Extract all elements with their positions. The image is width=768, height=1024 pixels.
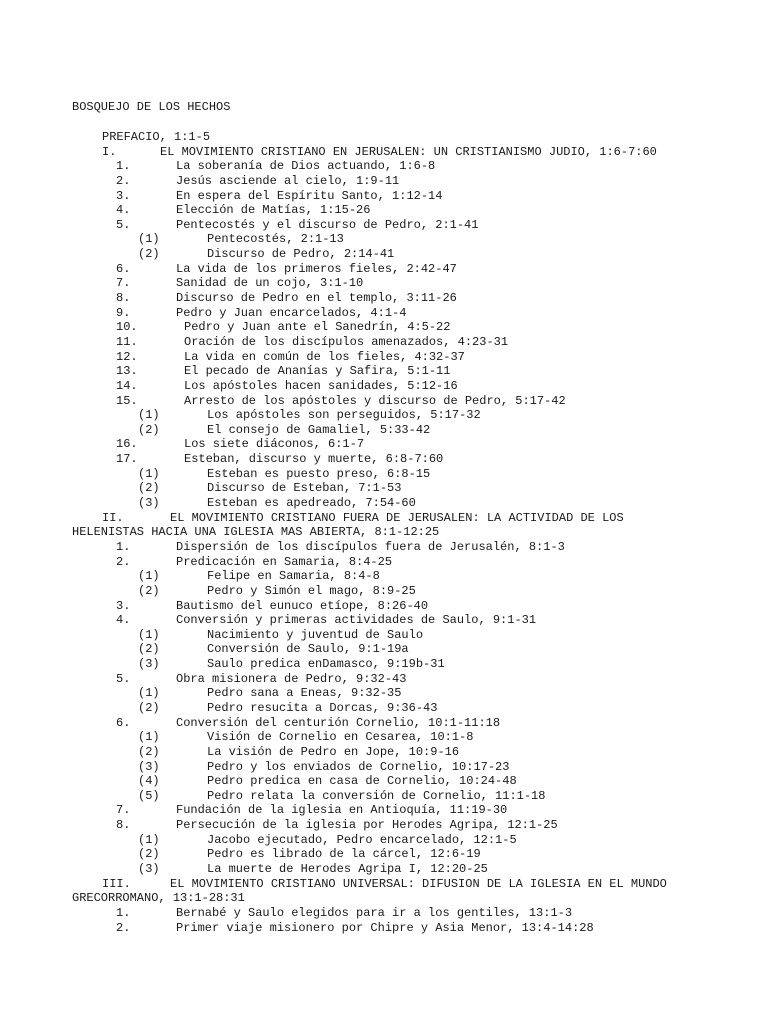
outline-line [0,159,768,174]
outline-line [0,320,768,335]
outline-line [0,408,768,423]
outline-number: (3) [138,759,160,774]
outline-line [0,789,768,804]
outline-line [0,232,768,247]
outline-line [0,540,768,555]
outline-text: Jesús asciende al cielo, 1:9-11 [176,173,400,188]
outline-text: Pedro y Juan ante el Sanedrín, 4:5-22 [184,320,451,335]
outline-number: 2. [116,554,131,569]
outline-number: (1) [138,232,160,247]
outline-text: Elección de Matías, 1:15-26 [176,203,371,218]
outline-line [0,350,768,365]
outline-text: EL MOVIMIENTO CRISTIANO FUERA DE JERUSALEN: LA ACTIVIDAD DE LOS HELENISTAS HACIA UNA IGLESIA MAS ABIERTA, 8:1-12:25 [72,510,624,540]
outline-text: Primer viaje misionero por Chipre y Asia Menor, 13:4-14:28 [176,920,594,935]
outline-number: 7. [116,803,131,818]
outline-number: (1) [138,466,160,481]
outline-text: Jacobo ejecutado, Pedro encarcelado, 12:1-5 [207,832,517,847]
outline-line [0,379,768,394]
outline-line [0,701,768,716]
outline-number: 1. [116,905,131,920]
outline-text: Los apóstoles hacen sanidades, 5:12-16 [184,378,458,393]
outline-number: (1) [138,686,160,701]
outline-line [0,437,768,452]
outline-line [0,642,768,657]
outline-line [0,847,768,862]
outline-line [0,833,768,848]
outline-number: 5. [116,671,131,686]
outline-number: (1) [138,832,160,847]
outline-number: 17. [116,452,138,467]
outline-text: EL MOVIMIENTO CRISTIANO EN JERUSALEN: UN CRISTIANISMO JUDIO, 1:6-7:60 [160,144,657,159]
outline-text: Esteban, discurso y muerte, 6:8-7:60 [184,452,444,467]
outline-text: Conversión y primeras actividades de Saulo, 9:1-31 [176,613,537,628]
outline-line [0,145,768,160]
outline-text: Felipe en Samaria, 8:4-8 [207,569,380,584]
outline-text: La vida en común de los fieles, 4:32-37 [184,349,465,364]
outline-line [0,803,768,818]
outline-line [0,276,768,291]
outline-text: Pedro y Juan encarcelados, 4:1-4 [176,305,407,320]
outline-number: (3) [138,496,160,511]
outline-line [0,686,768,701]
outline-line [0,481,768,496]
outline-line [0,906,768,921]
outline-number: 6. [116,261,131,276]
outline-line [0,189,768,204]
outline-number: 14. [116,378,138,393]
outline-text: Bernabé y Saulo elegidos para ir a los gentiles, 13:1-3 [176,905,573,920]
outline-number: (5) [138,788,160,803]
outline-text: Obra misionera de Pedro, 9:32-43 [176,671,407,686]
outline-number: 7. [116,276,131,291]
outline-line [0,628,768,643]
outline-line [0,599,768,614]
outline-line [0,423,768,438]
outline-number: (3) [138,657,160,672]
outline-line [0,584,768,599]
outline-number: (4) [138,774,160,789]
outline-text: Pentecostés y el discurso de Pedro, 2:1-41 [176,217,479,232]
outline-number: 11. [116,334,138,349]
outline-number: (2) [138,847,160,862]
outline-number: (2) [138,583,160,598]
outline-number: (2) [138,701,160,715]
outline-number: 13. [116,364,138,379]
outline-number: (1) [138,627,160,642]
outline-number: 4. [116,203,131,218]
outline-line [0,745,768,760]
outline-text: PREFACIO, 1:1-5 [102,130,211,144]
outline-text: Oración de los discípulos amenazados, 4:23-31 [184,334,509,349]
outline-line [0,877,768,906]
outline-number: III. [102,876,131,891]
outline-number: (3) [138,862,160,877]
outline-line [0,335,768,350]
outline-text: El pecado de Ananías y Safira, 5:1-11 [184,364,451,379]
outline-text: Pedro y Simón el mago, 8:9-25 [207,583,416,598]
outline-number: I. [102,144,117,159]
outline-number: (2) [138,744,160,759]
outline-number: 12. [116,349,138,364]
outline-text: Predicación en Samaria, 8:4-25 [176,554,393,569]
outline-text: Discurso de Pedro, 2:14-41 [207,247,395,262]
outline-text: Fundación de la iglesia en Antioquía, 11:19-30 [176,803,508,818]
outline-number: 2. [116,920,131,935]
outline-line [0,862,768,877]
outline-number: 8. [116,818,131,833]
outline-text: Conversión del centurión Cornelio, 10:1-11:18 [176,715,501,730]
outline-line [0,555,768,570]
outline-line [0,760,768,775]
outline-number: 10. [116,320,138,335]
outline-text: EL MOVIMIENTO CRISTIANO UNIVERSAL: DIFUSION DE LA IGLESIA EN EL MUNDO GRECORROMANO, 13:1-28:31 [72,876,667,906]
outline-line [0,394,768,409]
outline-number: 1. [116,159,131,174]
outline-text: Persecución de la iglesia por Herodes Agripa, 12:1-25 [176,818,558,833]
outline-line [0,291,768,306]
outline-text: En espera del Espíritu Santo, 1:12-14 [176,188,443,203]
outline-number: 16. [116,437,138,452]
outline-text: Discurso de Esteban, 7:1-53 [207,481,402,496]
outline-number: 1. [116,539,131,554]
outline-number: 4. [116,613,131,628]
outline-line [0,818,768,833]
outline-line [0,774,768,789]
outline-line [0,203,768,218]
outline-text: La visión de Pedro en Jope, 10:9-16 [207,744,460,759]
outline-line [0,218,768,233]
outline-line [0,511,768,540]
outline-line [0,467,768,482]
outline-text: Saulo predica enDamasco, 9:19b-31 [207,657,445,672]
outline-text: Los apóstoles son perseguidos, 5:17-32 [207,408,481,423]
outline-text: Pentecostés, 2:1-13 [207,232,344,247]
outline-line [0,130,768,145]
outline-number: (1) [138,408,160,423]
outline-text: Pedro resucita a Dorcas, 9:36-43 [207,701,438,715]
outline-number: (1) [138,730,160,745]
outline-number: (2) [138,422,160,437]
outline-number: II. [102,510,124,525]
outline-text: Pedro es librado de la cárcel, 12:6-19 [207,847,481,862]
outline [0,130,768,935]
outline-text: Esteban es puesto preso, 6:8-15 [207,466,431,481]
outline-text: Arresto de los apóstoles y discurso de Pedro, 5:17-42 [184,393,566,408]
outline-text: Conversión de Saulo, 9:1-19a [207,642,409,657]
outline-number: (1) [138,569,160,584]
outline-text: El consejo de Gamaliel, 5:33-42 [207,422,431,437]
outline-number: (2) [138,642,160,657]
outline-text: La muerte de Herodes Agripa I, 12:20-25 [207,862,488,877]
outline-line [0,613,768,628]
outline-text: Sanidad de un cojo, 3:1-10 [176,276,364,291]
outline-number: (2) [138,481,160,496]
outline-line [0,569,768,584]
outline-line [0,452,768,467]
outline-text: La vida de los primeros fieles, 2:42-47 [176,261,457,276]
outline-number: 3. [116,598,131,613]
outline-number: 6. [116,715,131,730]
outline-number: 15. [116,393,138,408]
outline-line [0,657,768,672]
outline-line [0,364,768,379]
outline-line [0,247,768,262]
outline-text: Nacimiento y juventud de Saulo [207,627,424,642]
outline-line [0,306,768,321]
outline-line [0,716,768,731]
document-title: BOSQUEJO DE LOS HECHOS [72,100,231,114]
outline-text: Pedro sana a Eneas, 9:32-35 [207,686,402,701]
outline-text: La soberanía de Dios actuando, 1:6-8 [176,159,436,174]
outline-line [0,174,768,189]
outline-text: Pedro y los enviados de Cornelio, 10:17-23 [207,759,510,774]
outline-number: 3. [116,188,131,203]
outline-number: 5. [116,217,131,232]
outline-text: Los siete diáconos, 6:1-7 [184,437,365,452]
outline-text: Bautismo del eunuco etíope, 8:26-40 [176,598,429,613]
outline-number: 9. [116,305,131,320]
outline-line [0,921,768,936]
outline-line [0,496,768,511]
outline-number: 2. [116,173,131,188]
outline-text: Visión de Cornelio en Cesarea, 10:1-8 [207,730,474,745]
outline-number: (2) [138,247,160,262]
outline-text: Dispersión de los discípulos fuera de Jerusalén, 8:1-3 [176,539,565,554]
outline-text: Pedro predica en casa de Cornelio, 10:24-48 [207,774,517,789]
outline-text: Discurso de Pedro en el templo, 3:11-26 [176,291,457,306]
outline-line [0,730,768,745]
outline-number: 8. [116,291,131,306]
outline-text: Esteban es apedreado, 7:54-60 [207,496,416,511]
outline-line [0,262,768,277]
outline-text: Pedro relata la conversión de Cornelio, 11:1-18 [207,788,546,803]
outline-line [0,672,768,687]
